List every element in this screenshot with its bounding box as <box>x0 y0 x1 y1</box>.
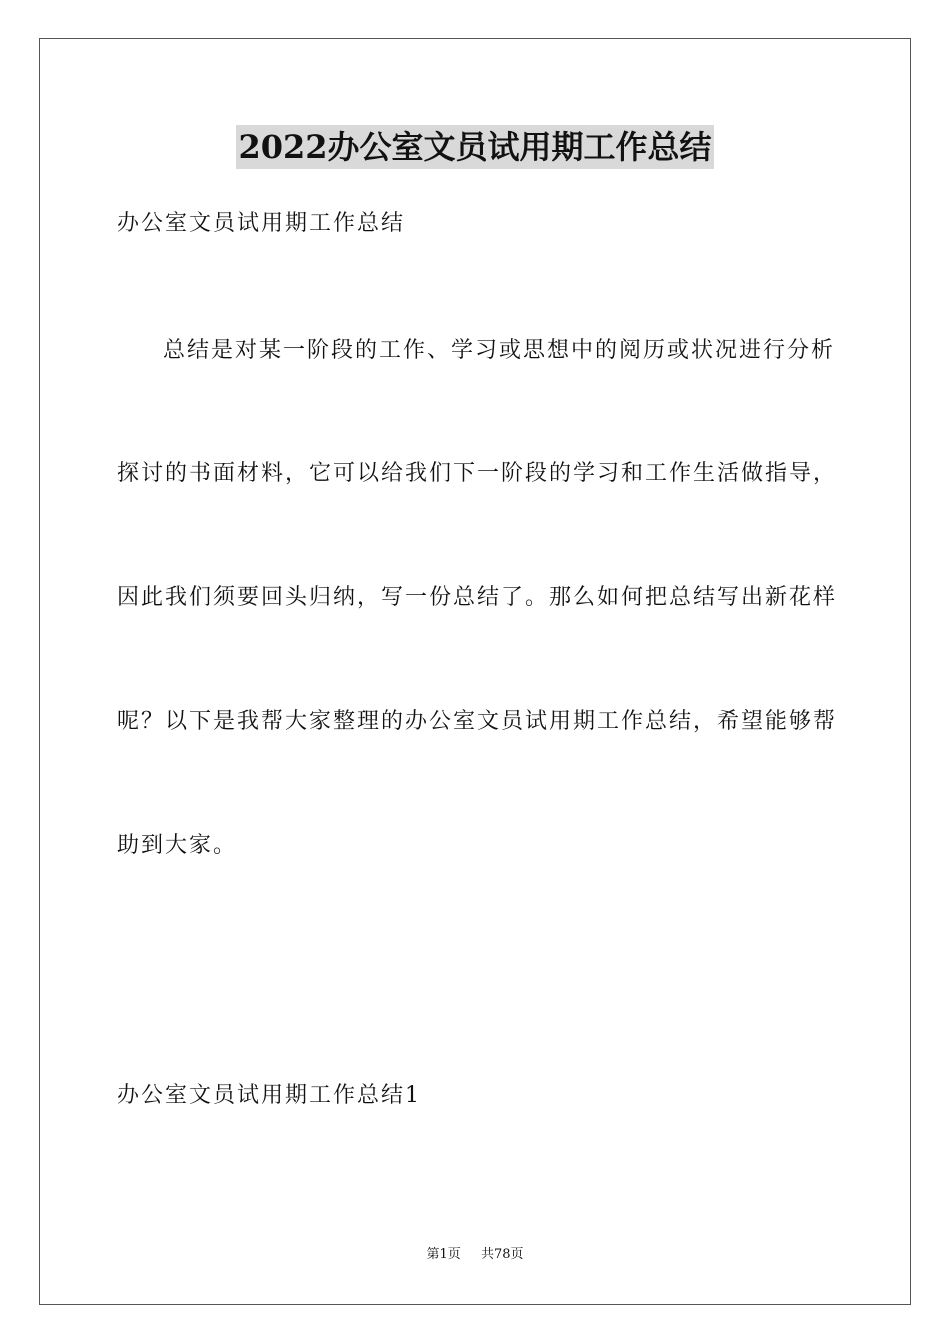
page-total: 共78页 <box>480 1247 524 1262</box>
section-heading: 办公室文员试用期工作总结1 <box>117 1083 421 1108</box>
title-container <box>0 125 950 169</box>
paragraph-line-4: 呢？以下是我帮大家整理的办公室文员试用期工作总结，希望能够帮 <box>117 709 838 734</box>
document-subtitle: 办公室文员试用期工作总结 <box>117 211 406 236</box>
paragraph-line-3: 因此我们须要回头归纳，写一份总结了。那么如何把总结写出新花样 <box>117 585 838 610</box>
document-title: 2022办公室文员试用期工作总结 <box>236 125 713 169</box>
paragraph-line-2: 探讨的书面材料，它可以给我们下一阶段的学习和工作生活做指导， <box>117 461 838 486</box>
paragraph-line-1: 总结是对某一阶段的工作、学习或思想中的阅历或状况进行分析 <box>163 338 836 363</box>
page-number: 第1页 <box>426 1247 461 1262</box>
paragraph-line-5: 助到大家。 <box>117 833 238 858</box>
page-footer <box>0 1246 950 1264</box>
